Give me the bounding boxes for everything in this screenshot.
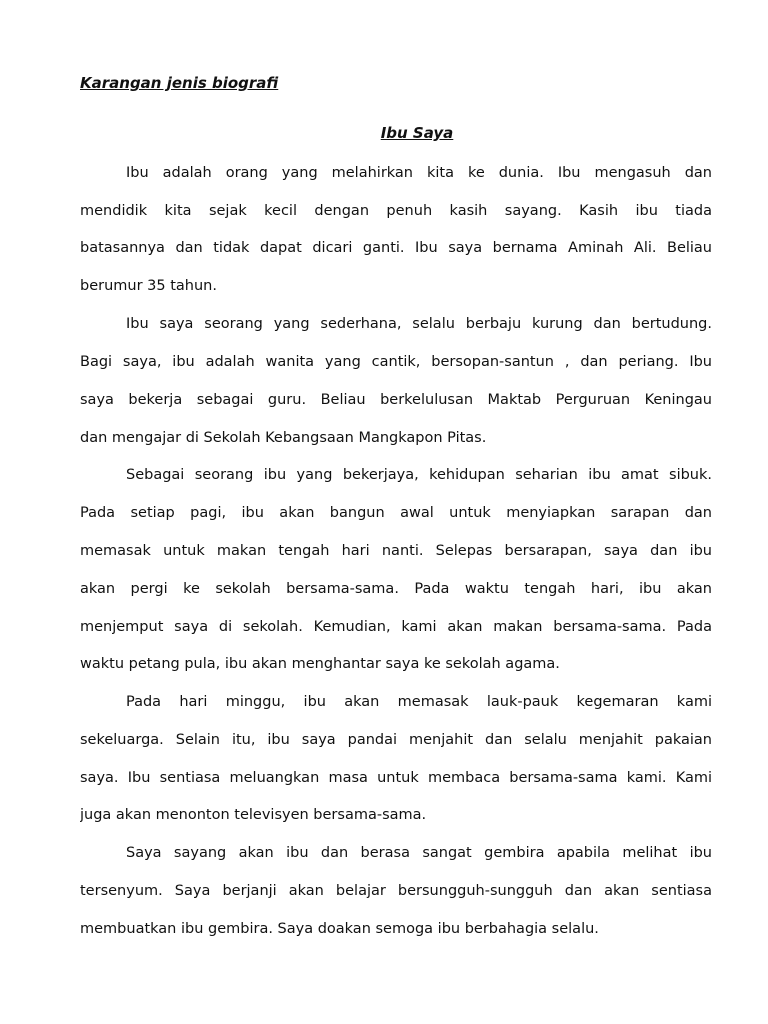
paragraph-2-line-1: Ibu saya seorang yang sederhana, selalu berbaju kurung dan bertudung. [126, 316, 712, 332]
essay-title: Ibu Saya [380, 124, 454, 142]
paragraph-3-line-3: memasak untuk makan tengah hari nanti. Selepas bersarapan, saya dan ibu [80, 543, 712, 559]
paragraph-1-line-1: Ibu adalah orang yang melahirkan kita ke dunia. Ibu mengasuh dan [126, 165, 712, 181]
paragraph-4-line-1: Pada hari minggu, ibu akan memasak lauk-pauk kegemaran kami [126, 694, 712, 710]
paragraph-4-line-4: juga akan menonton televisyen bersama-sama. [80, 807, 427, 823]
paragraph-2-line-3: saya bekerja sebagai guru. Beliau berkelulusan Maktab Perguruan Keningau [80, 392, 712, 408]
paragraph-3-line-1: Sebagai seorang ibu yang bekerjaya, kehidupan seharian ibu amat sibuk. [126, 467, 712, 483]
paragraph-1-line-2: mendidik kita sejak kecil dengan penuh kasih sayang. Kasih ibu tiada [80, 203, 712, 219]
paragraph-4-line-2: sekeluarga. Selain itu, ibu saya pandai menjahit dan selalu menjahit pakaian [80, 732, 712, 748]
paragraph-2-line-2: Bagi saya, ibu adalah wanita yang cantik, bersopan-santun , dan periang. Ibu [80, 354, 712, 370]
paragraph-3-line-6: waktu petang pula, ibu akan menghantar saya ke sekolah agama. [80, 656, 560, 672]
paragraph-3-line-4: akan pergi ke sekolah bersama-sama. Pada waktu tengah hari, ibu akan [80, 581, 712, 597]
paragraph-2-line-4: dan mengajar di Sekolah Kebangsaan Mangkapon Pitas. [80, 430, 487, 446]
paragraph-3-line-2: Pada setiap pagi, ibu akan bangun awal untuk menyiapkan sarapan dan [80, 505, 712, 521]
paragraph-1-line-3: batasannya dan tidak dapat dicari ganti. Ibu saya bernama Aminah Ali. Beliau [80, 240, 712, 256]
paragraph-5-line-2: tersenyum. Saya berjanji akan belajar bersungguh-sungguh dan akan sentiasa [80, 883, 712, 899]
paragraph-3-line-5: menjemput saya di sekolah. Kemudian, kami akan makan bersama-sama. Pada [80, 619, 712, 635]
document-heading: Karangan jenis biografi [80, 74, 279, 92]
paragraph-1-line-4: berumur 35 tahun. [80, 278, 217, 294]
paragraph-4-line-3: saya. Ibu sentiasa meluangkan masa untuk membaca bersama-sama kami. Kami [80, 770, 712, 786]
paragraph-5-line-1: Saya sayang akan ibu dan berasa sangat gembira apabila melihat ibu [126, 845, 712, 861]
paragraph-5-line-3: membuatkan ibu gembira. Saya doakan semoga ibu berbahagia selalu. [80, 921, 599, 937]
